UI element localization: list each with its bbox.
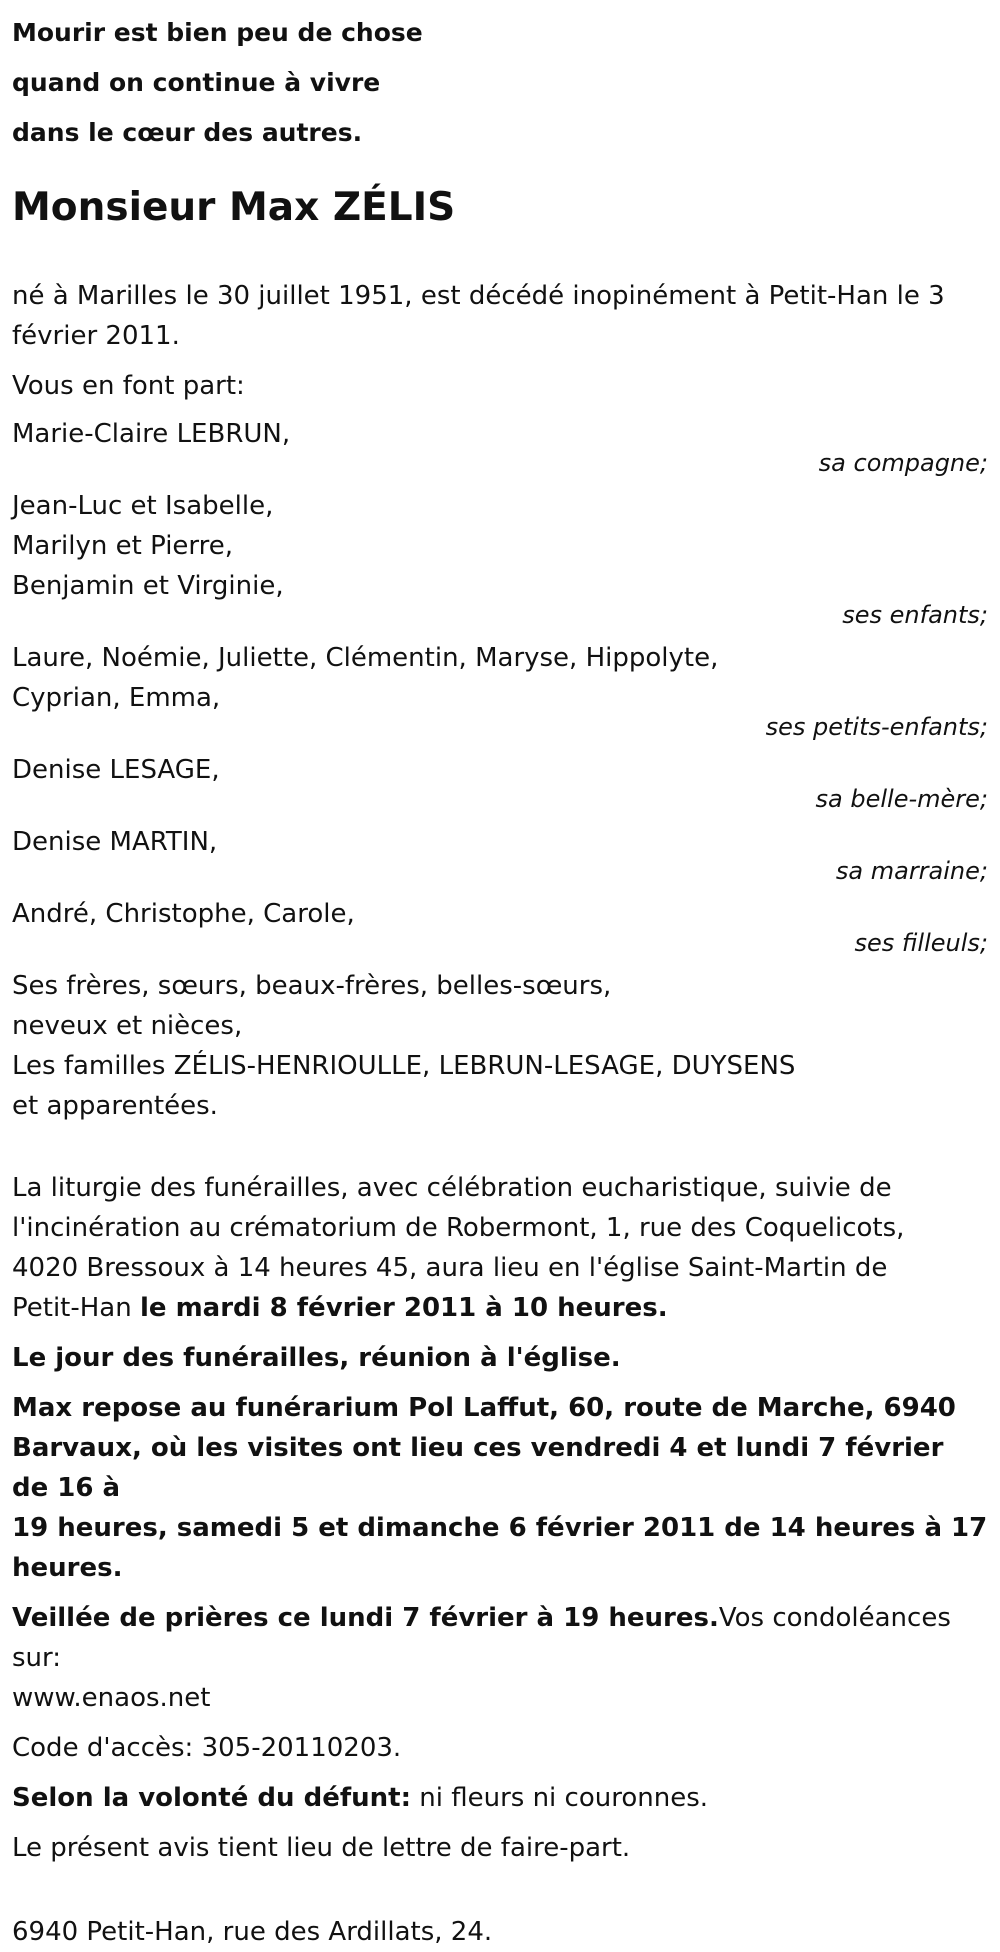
wishes-label: Selon la volonté du défunt: (12, 1783, 411, 1813)
condolences-website[interactable]: www.enaos.net (12, 1683, 211, 1713)
vigil-and-condolences (12, 1598, 988, 1718)
family-names: Laure, Noémie, Juliette, Clémentin, Maryse, Hippolyte, (12, 643, 719, 673)
family-group-children (12, 486, 988, 630)
extended-family-line: neveux et nièces, (12, 1011, 243, 1041)
family-names: Denise MARTIN, (12, 827, 218, 857)
family-relation: ses petits-enfants; (765, 713, 988, 741)
family-group-mother-in-law (12, 750, 988, 814)
family-names: André, Christophe, Carole, (12, 899, 355, 929)
church-meeting: Le jour des funérailles, réunion à l'église. (12, 1343, 621, 1373)
visitation-line: 19 heures, samedi 5 et dimanche 6 février 2011 de 14 heures à 17 (12, 1513, 988, 1543)
family-names: Denise LESAGE, (12, 755, 220, 785)
funeral-line (12, 1288, 988, 1328)
family-names: Marie-Claire LEBRUN, (12, 419, 291, 449)
epitaph-quote (12, 0, 988, 158)
family-relation: sa marraine; (835, 857, 988, 885)
quote-line: Mourir est bien peu de chose (12, 18, 423, 47)
family-names: Benjamin et Virginie, (12, 571, 284, 601)
family-names: Jean-Luc et Isabelle, (12, 491, 274, 521)
notice-text: Le présent avis tient lieu de lettre de faire-part. (12, 1833, 631, 1863)
family-address: 6940 Petit-Han, rue des Ardillats, 24. (12, 1917, 493, 1947)
condolences-text: Vos condoléances sur: (12, 1603, 951, 1673)
announcement-text: Vous en font part: (12, 371, 245, 401)
vigil-text: Veillée de prières ce lundi 7 février à 19 heures. (12, 1603, 719, 1633)
family-relation: sa compagne; (818, 449, 988, 477)
visitation-line: Max repose au funérarium Pol Laffut, 60, route de Marche, 6940 (12, 1393, 956, 1423)
visitation-line: Barvaux, où les visites ont lieu ces vendredi 4 et lundi 7 février de 16 à (12, 1433, 944, 1503)
family-relation: sa belle-mère; (815, 785, 988, 813)
family-names: Marilyn et Pierre, (12, 531, 234, 561)
deceased-name: Monsieur Max ZÉLIS (12, 185, 456, 230)
wishes-line (12, 1778, 988, 1818)
quote-line: dans le cœur des autres. (12, 118, 363, 147)
funeral-date: le mardi 8 février 2011 à 10 heures. (139, 1293, 668, 1323)
family-group-partner (12, 414, 988, 478)
funeral-details (12, 1168, 988, 1328)
quote-line: quand on continue à vivre (12, 68, 381, 97)
extended-family (12, 966, 988, 1126)
extended-family-line: Ses frères, sœurs, beaux-frères, belles-sœurs, (12, 971, 612, 1001)
funeral-place: Petit-Han (12, 1293, 140, 1323)
intro-line: février 2011. (12, 321, 180, 351)
funeral-line: l'incinération au crématorium de Robermont, 1, rue des Coquelicots, (12, 1213, 905, 1243)
extended-family-line: Les familles ZÉLIS-HENRIOULLE, LEBRUN-LESAGE, DUYSENS (12, 1051, 796, 1081)
family-names: Cyprian, Emma, (12, 683, 221, 713)
birth-death-statement (12, 276, 988, 356)
family-group-godchildren (12, 894, 988, 958)
family-relation: ses filleuls; (854, 929, 988, 957)
family-relation: ses enfants; (842, 601, 988, 629)
family-group-godmother (12, 822, 988, 886)
extended-family-line: et apparentées. (12, 1091, 218, 1121)
visitation-details (12, 1388, 988, 1588)
visitation-line: heures. (12, 1553, 123, 1583)
family-group-grandchildren (12, 638, 988, 742)
funeral-line: La liturgie des funérailles, avec célébration eucharistique, suivie de (12, 1173, 892, 1203)
funeral-line: 4020 Bressoux à 14 heures 45, aura lieu en l'église Saint-Martin de (12, 1253, 888, 1283)
intro-line: né à Marilles le 30 juillet 1951, est décédé inopinément à Petit-Han le 3 (12, 281, 945, 311)
vigil-line (12, 1598, 988, 1678)
wishes-text: ni fleurs ni couronnes. (411, 1783, 709, 1813)
access-code: Code d'accès: 305-20110203. (12, 1733, 402, 1763)
